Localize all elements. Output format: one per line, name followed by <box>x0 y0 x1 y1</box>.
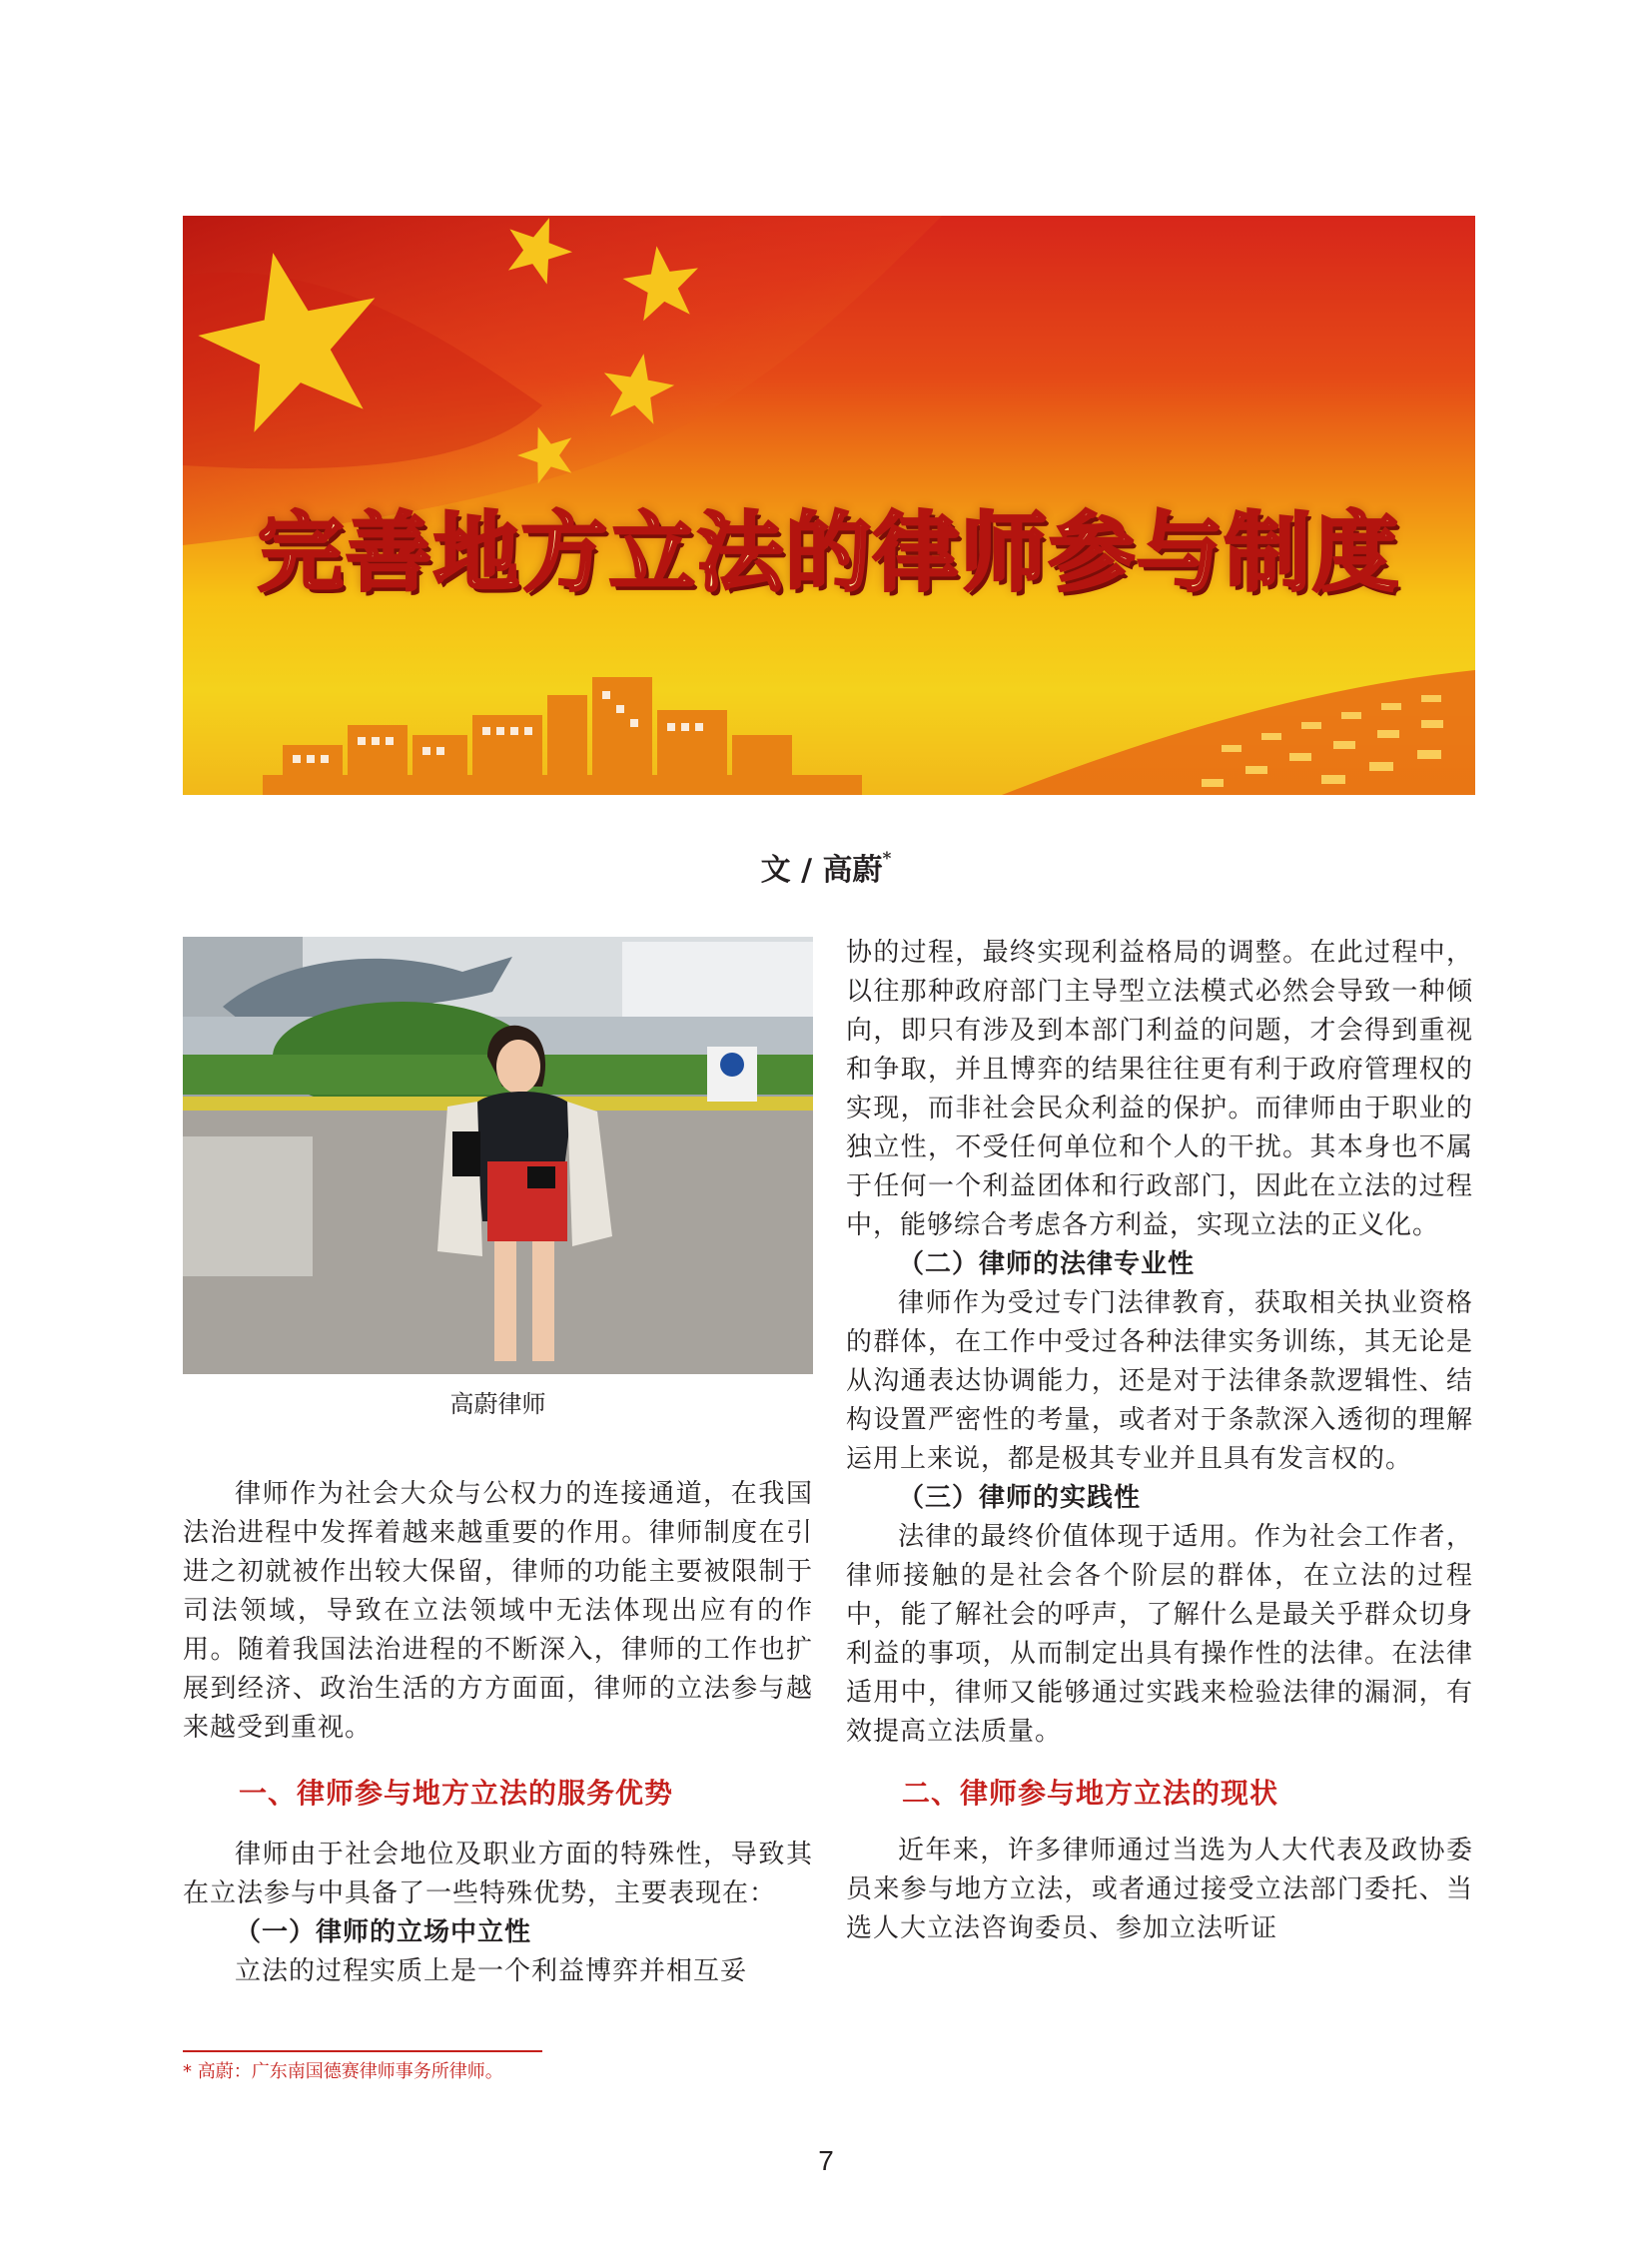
wave-grid-graphic <box>1002 670 1475 795</box>
photo-caption: 高蔚律师 <box>449 1390 546 1418</box>
footnote-divider <box>183 2050 542 2052</box>
footnote: * 高蔚：广东南国德赛律师事务所律师。 <box>183 2061 503 2082</box>
subsection-heading-2: （二）律师的法律专业性 <box>898 1249 1196 1279</box>
subsection1-paragraph-start: 立法的过程实质上是一个利益博弈并相互妥 <box>235 1956 748 1986</box>
author-name: 文 / 高蔚 <box>760 853 883 888</box>
header-banner <box>183 216 1475 795</box>
author-photo <box>183 937 813 1374</box>
subsection-heading-1: （一）律师的立场中立性 <box>235 1917 532 1947</box>
city-skyline-graphic <box>263 677 862 795</box>
right-column <box>846 934 1473 1948</box>
article-title: 完善地方立法的律师参与制度 <box>258 503 1400 603</box>
subsection2-paragraph: 律师作为受过专门法律教育，获取相关执业资格的群体，在工作中受过各种法律实务训练，其无论是从沟通表达协调能力，还是对于法律条款逻辑性、结构设置严密性的考量，或者对于条款深入透彻的理解运用上来说，都是极其专业并且具有发言权的。 <box>846 1288 1473 1474</box>
subsection1-paragraph-cont: 协的过程，最终实现利益格局的调整。在此过程中，以往那种政府部门主导型立法模式必然会导致一种倾向，即只有涉及到本部门利益的问题，才会得到重视和争取，并且博弈的结果往往更有利于政府管理权的实现，而非社会民众利益的保护。而律师由于职业的独立性，不受任何单位和个人的干扰。其本身也不属于任何一个利益团体和行政部门，因此在立法的过程中，能够综合考虑各方利益，实现立法的正义化。 <box>846 938 1473 1240</box>
footnote-marker: * <box>882 849 892 869</box>
intro-paragraph: 律师作为社会大众与公权力的连接通道，在我国法治进程中发挥着越来越重要的作用。律师制度在引进之初就被作出较大保留，律师的功能主要被限制于司法领域，导致在立法领域中无法体现出应有的作用。随着我国法治进程的不断深入，律师的工作也扩展到经济、政治生活的方方面面，律师的立法参与越来越受到重视。 <box>183 1479 813 1743</box>
section1-intro-paragraph: 律师由于社会地位及职业方面的特殊性，导致其在立法参与中具备了一些特殊优势，主要表现在： <box>183 1840 813 1908</box>
section-heading-2: 二、律师参与地方立法的现状 <box>902 1777 1279 1810</box>
subsection-heading-3: （三）律师的实践性 <box>898 1483 1142 1513</box>
page-number: 7 <box>818 2145 834 2176</box>
section-heading-1: 一、律师参与地方立法的服务优势 <box>239 1777 674 1810</box>
author-photo-illustration <box>183 937 813 1374</box>
author-byline <box>0 845 1652 889</box>
section2-paragraph: 近年来，许多律师通过当选为人大代表及政协委员来参与地方立法，或者通过接受立法部门委托、当选人大立法咨询委员、参加立法听证 <box>846 1836 1473 1943</box>
subsection3-paragraph: 法律的最终价值体现于适用。作为社会工作者，律师接触的是社会各个阶层的群体，在立法的过程中，能了解社会的呼声，了解什么是最关乎群众切身利益的事项，从而制定出具有操作性的法律。在法律适用中，律师又能够通过实践来检验法律的漏洞，有效提高立法质量。 <box>846 1522 1473 1747</box>
left-column <box>183 1475 813 1991</box>
